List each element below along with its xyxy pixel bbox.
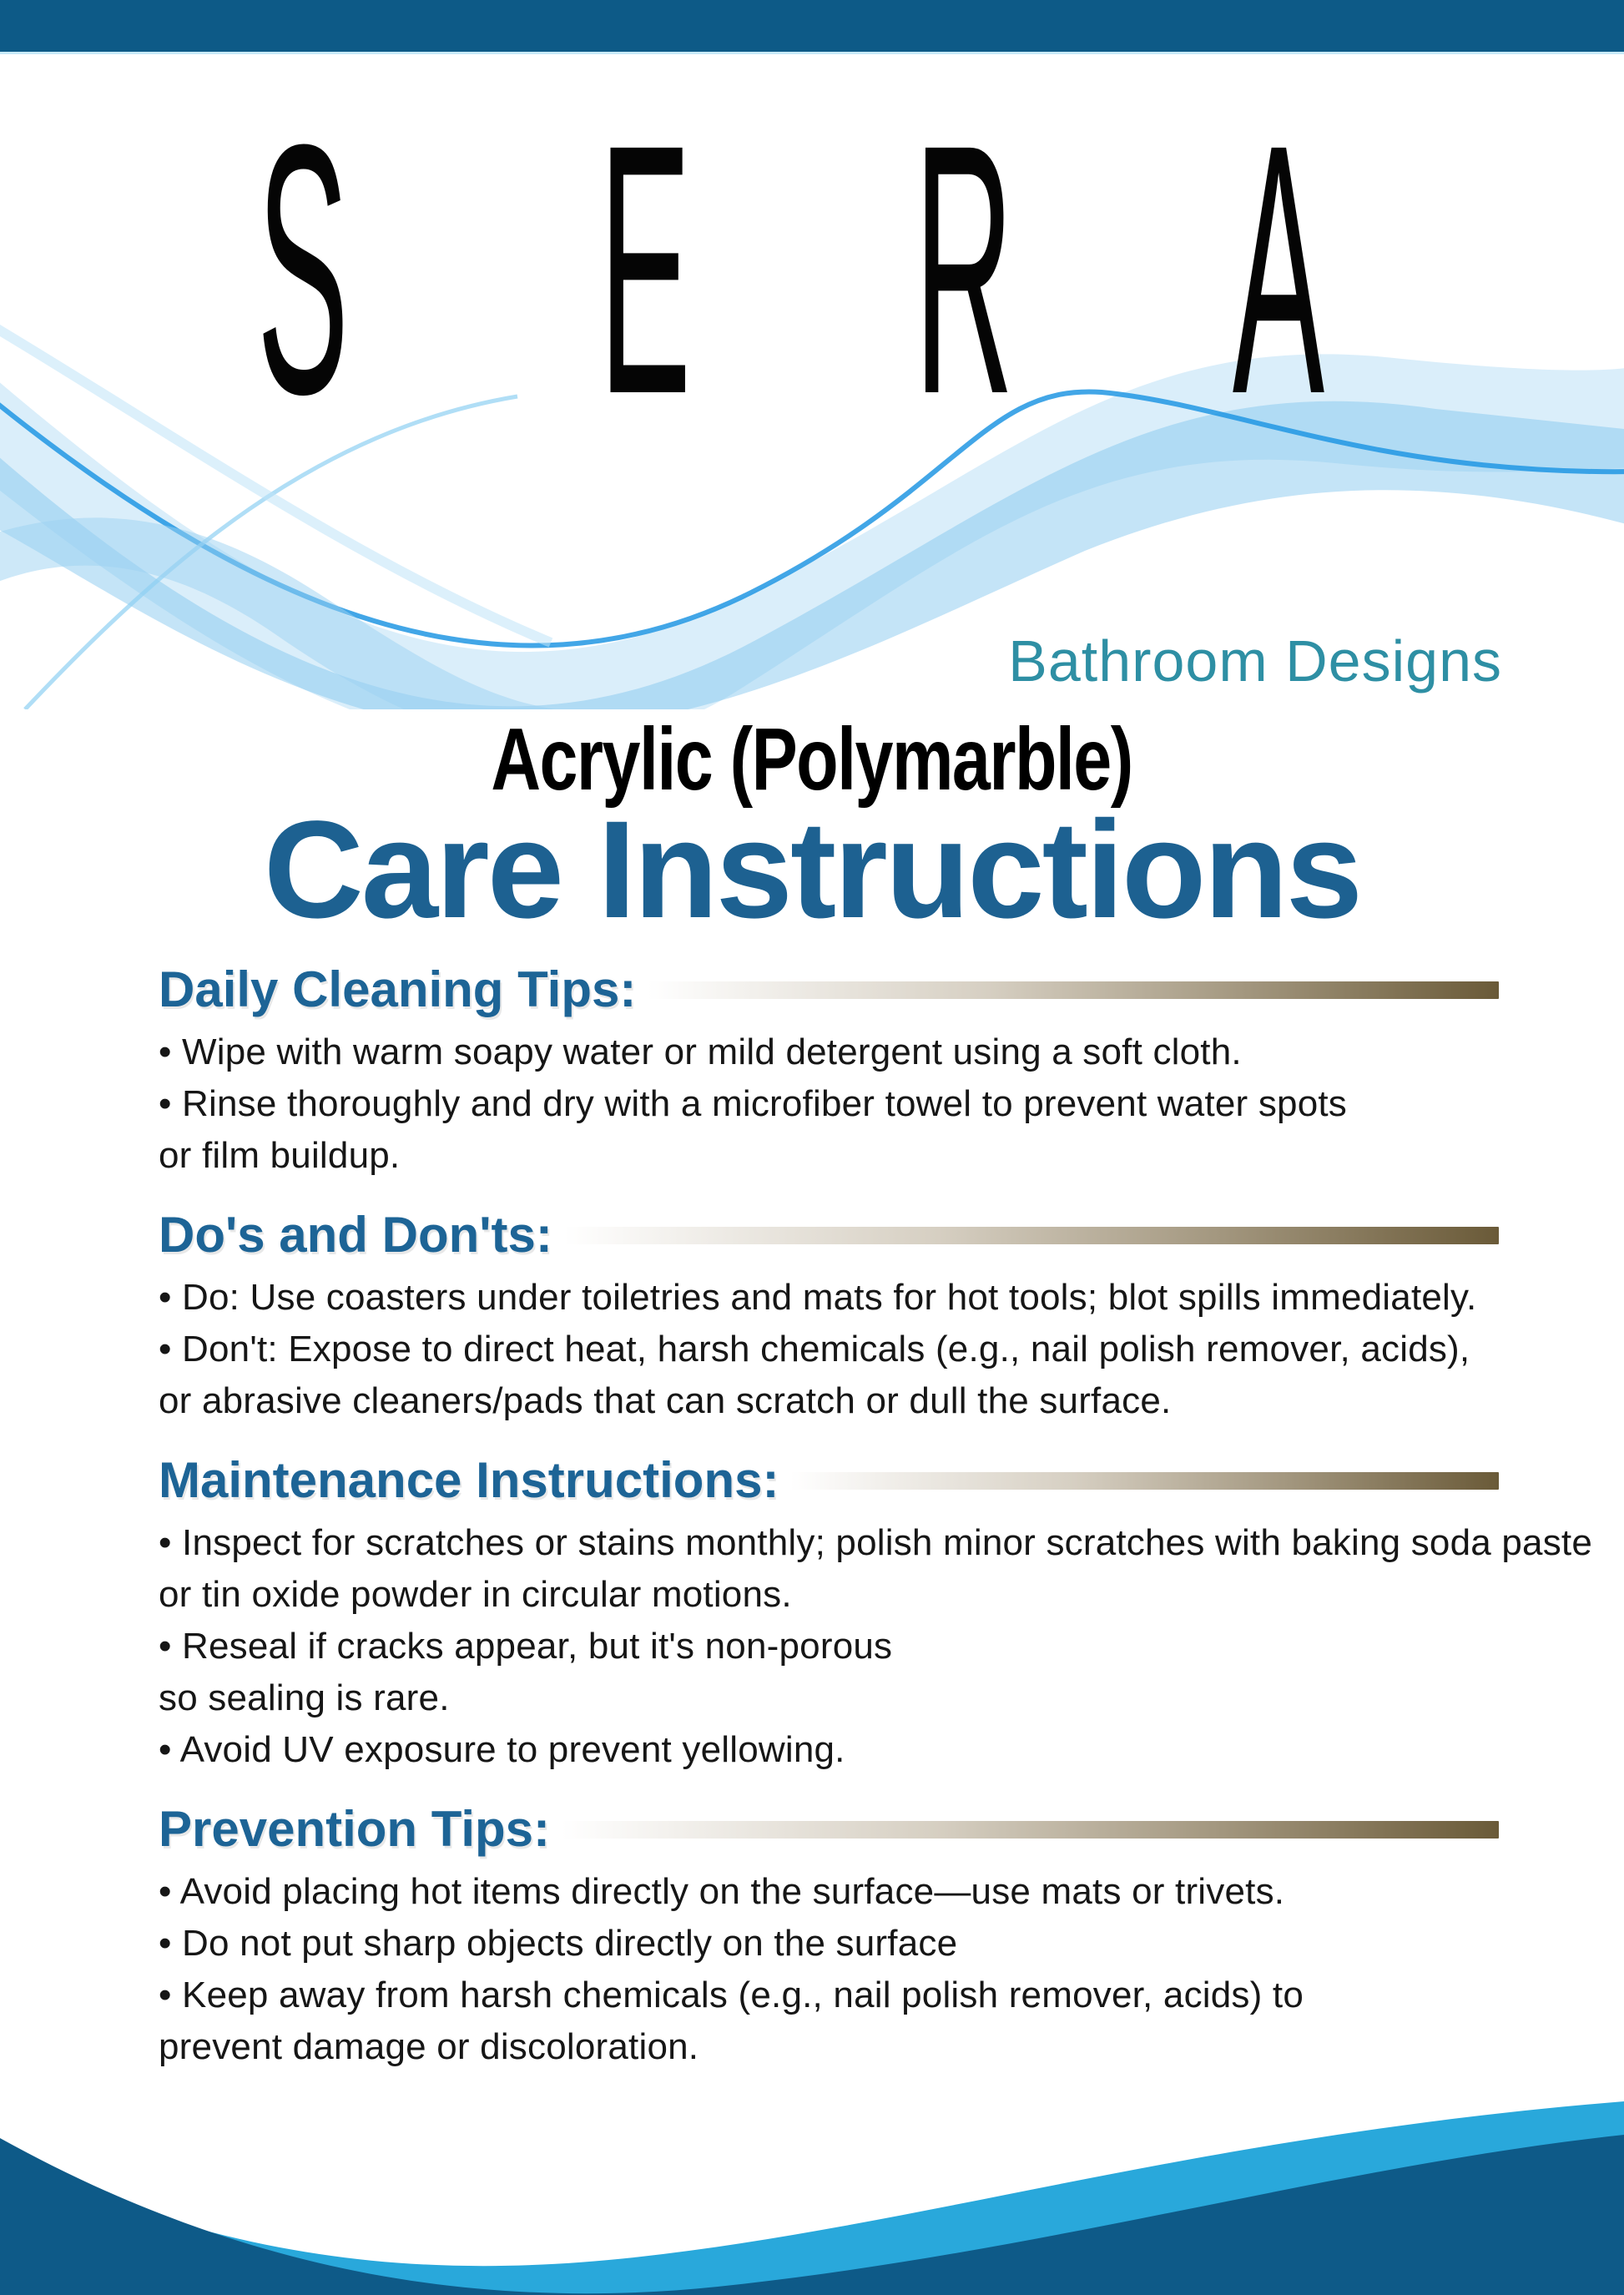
body-line: • Don't: Expose to direct heat, harsh chemicals (e.g., nail polish remover, acids),: [159, 1329, 1470, 1369]
body-line: • Wipe with warm soapy water or mild detergent using a soft cloth.: [159, 1031, 1242, 1072]
body-line: or abrasive cleaners/pads that can scratch or dull the surface.: [159, 1380, 1172, 1421]
section-heading-row: [159, 1799, 1499, 1859]
section-heading-row: [159, 960, 1499, 1020]
body-line: • Avoid placing hot items directly on the surface—use mats or trivets.: [159, 1871, 1285, 1912]
page-title: Care Instructions: [263, 793, 1361, 947]
section-heading: Maintenance Instructions:: [159, 1452, 779, 1508]
section-body: [159, 1026, 1499, 1182]
body-line: or tin oxide powder in circular motions.: [159, 1574, 792, 1615]
section-body: [159, 1866, 1499, 2073]
care-section: [159, 1799, 1499, 2073]
brand-logo: [0, 0, 1624, 434]
section-heading: Do's and Don'ts:: [159, 1207, 552, 1263]
material-subtitle: Acrylic (Polymarble): [491, 710, 1133, 809]
brand-tagline: Bathroom Designs: [1008, 628, 1502, 694]
body-line: prevent damage or discoloration.: [159, 2026, 699, 2067]
section-divider-bar: [562, 1821, 1499, 1839]
footer-wave-graphic: [0, 2086, 1624, 2295]
section-body: [159, 1517, 1593, 1776]
section-divider-bar: [564, 1227, 1499, 1244]
body-line: • Rinse thoroughly and dry with a microfiber towel to prevent water spots: [159, 1083, 1347, 1124]
care-section: [159, 960, 1499, 1182]
body-line: so sealing is rare.: [159, 1677, 450, 1718]
body-line: • Avoid UV exposure to prevent yellowing.: [159, 1729, 845, 1770]
body-line: • Do: Use coasters under toiletries and mats for hot tools; blot spills immediately.: [159, 1277, 1477, 1318]
section-heading-row: [159, 1205, 1499, 1265]
body-line: • Keep away from harsh chemicals (e.g., nail polish remover, acids) to: [159, 1975, 1304, 2015]
body-line: • Do not put sharp objects directly on the surface: [159, 1923, 958, 1964]
section-heading-row: [159, 1450, 1499, 1511]
brand-letter: S: [256, 72, 350, 434]
brand-letter: E: [598, 72, 692, 434]
care-section: [159, 1450, 1593, 1776]
body-line: • Inspect for scratches or stains monthly; polish minor scratches with baking soda paste: [159, 1522, 1593, 1563]
care-section: [159, 1205, 1499, 1427]
brand-letter: R: [914, 72, 1014, 434]
section-heading: Daily Cleaning Tips:: [159, 961, 637, 1017]
section-divider-bar: [648, 981, 1499, 999]
section-body: [159, 1272, 1499, 1427]
section-divider-bar: [790, 1472, 1499, 1490]
body-line: • Reseal if cracks appear, but it's non-porous: [159, 1626, 893, 1667]
sections-container: [159, 936, 1593, 2073]
body-line: or film buildup.: [159, 1135, 401, 1176]
section-heading: Prevention Tips:: [159, 1801, 550, 1857]
brand-letter: A: [1232, 72, 1325, 434]
